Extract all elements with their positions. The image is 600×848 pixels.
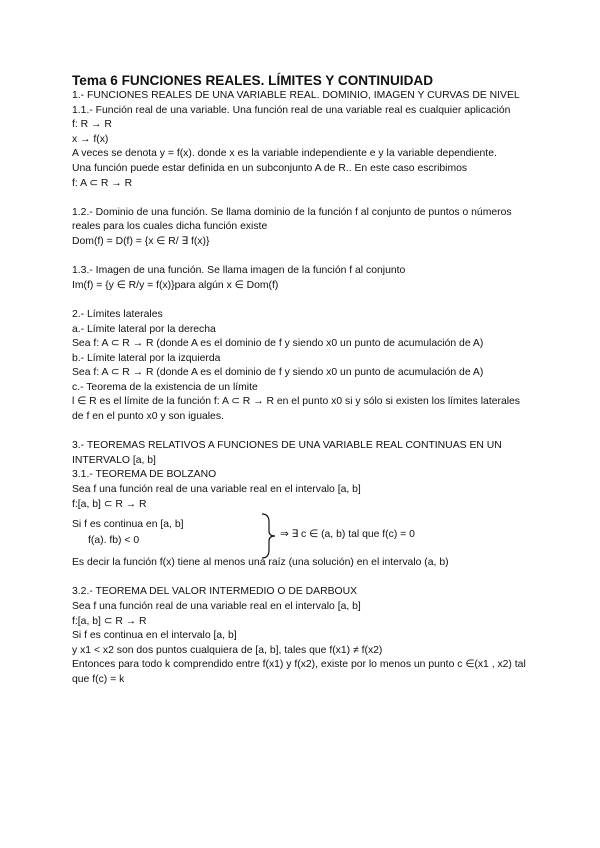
left-limit-title: b.- Límite lateral por la izquierda: [72, 352, 221, 364]
limit-existence-title: c.- Teorema de la existencia de un límite: [72, 381, 258, 393]
document-title: Tema 6 FUNCIONES REALES. LÍMITES Y CONTINUIDAD: [72, 73, 434, 88]
section-1-heading: 1.- FUNCIONES REALES DE UNA VARIABLE REAL. DOMINIO, IMAGEN Y CURVAS DE NIVEL: [72, 90, 520, 101]
right-brace-icon: [260, 512, 278, 560]
darboux-line-3: Si f es continua en el intervalo [a, b]: [72, 630, 237, 642]
darboux-title: 3.2.- TEOREMA DEL VALOR INTERMEDIO O DE DARBOUX: [72, 586, 358, 598]
mapping-line-2: x → f(x): [72, 133, 109, 145]
domain-formula: Dom(f) = D(f) = {x ∈ R/ ∃ f(x)}: [72, 235, 210, 247]
section-2-heading: 2.- Límites laterales: [72, 308, 163, 320]
right-limit-text: Sea f: A ⊂ R → R (donde A es el dominio de f y siendo x0 un punto de acumulación de A): [72, 338, 484, 350]
darboux-line-4: y x1 < x2 son dos puntos cualquiera de [a, b], tales que f(x1) ≠ f(x2): [72, 644, 383, 656]
bolzano-line-1: Sea f una función real de una variable real en el intervalo [a, b]: [72, 484, 361, 496]
bolzano-note: Es decir la función f(x) tiene al menos una raíz (una solución) en el intervalo (a, b): [72, 557, 449, 569]
bolzano-line-2: f:[a, b] ⊂ R → R: [72, 498, 147, 510]
subset-text: Una función puede estar definida en un subconjunto A de R.. En este caso escribimos: [72, 162, 468, 174]
bolzano-condition-1: Si f es continua en [a, b]: [72, 519, 184, 531]
section-1-1-intro: 1.1.- Función real de una variable. Una función real de una variable real es cualquier aplicación: [72, 104, 511, 116]
mapping-line-1: f: R → R: [72, 119, 112, 131]
right-limit-title: a.- Límite lateral por la derecha: [72, 323, 216, 335]
left-limit-text: Sea f: A ⊂ R → R (donde A es el dominio de f y siendo x0 un punto de acumulación de A): [72, 367, 484, 379]
bolzano-conclusion: ⇒ ∃ c ∈ (a, b) tal que f(c) = 0: [280, 529, 415, 541]
subset-formula: f: A ⊂ R → R: [72, 177, 133, 189]
bolzano-title: 3.1.- TEOREMA DE BOLZANO: [72, 469, 217, 481]
document-page: [72, 72, 532, 688]
limit-existence-text: l ∈ R es el límite de la función f: A ⊂ R → R en el punto x0 si y sólo si existen los límites laterales de f en el punto x0 y son iguales.: [72, 396, 521, 423]
section-1-3-image: 1.3.- Imagen de una función. Se llama imagen de la función f al conjunto: [72, 265, 406, 277]
bolzano-statement: [72, 518, 532, 552]
darboux-line-2: f:[a, b] ⊂ R → R: [72, 615, 147, 627]
darboux-line-1: Sea f una función real de una variable real en el intervalo [a, b]: [72, 601, 361, 612]
notation-note: A veces se denota y = f(x). donde x es la variable independiente e y la variable dependiente.: [72, 148, 497, 160]
section-1-2-domain: 1.2.- Dominio de una función. Se llama dominio de la función f al conjunto de puntos o números reales para los cuales dicha función existe: [72, 206, 512, 233]
image-formula: Im(f) = {y ∈ R/y = f(x)}para algún x ∈ Dom(f): [72, 279, 279, 291]
bolzano-condition-2: f(a). fb) < 0: [88, 535, 140, 547]
darboux-line-5: Entonces para todo k comprendido entre f(x1) y f(x2), existe por lo menos un punto c ∈(x1 , x2) tal que f(c) = k: [72, 659, 526, 685]
section-3-heading: 3.- TEOREMAS RELATIVOS A FUNCIONES DE UNA VARIABLE REAL CONTINUAS EN UN: [72, 440, 502, 452]
section-3-heading-cont: INTERVALO [a, b]: [72, 454, 156, 466]
